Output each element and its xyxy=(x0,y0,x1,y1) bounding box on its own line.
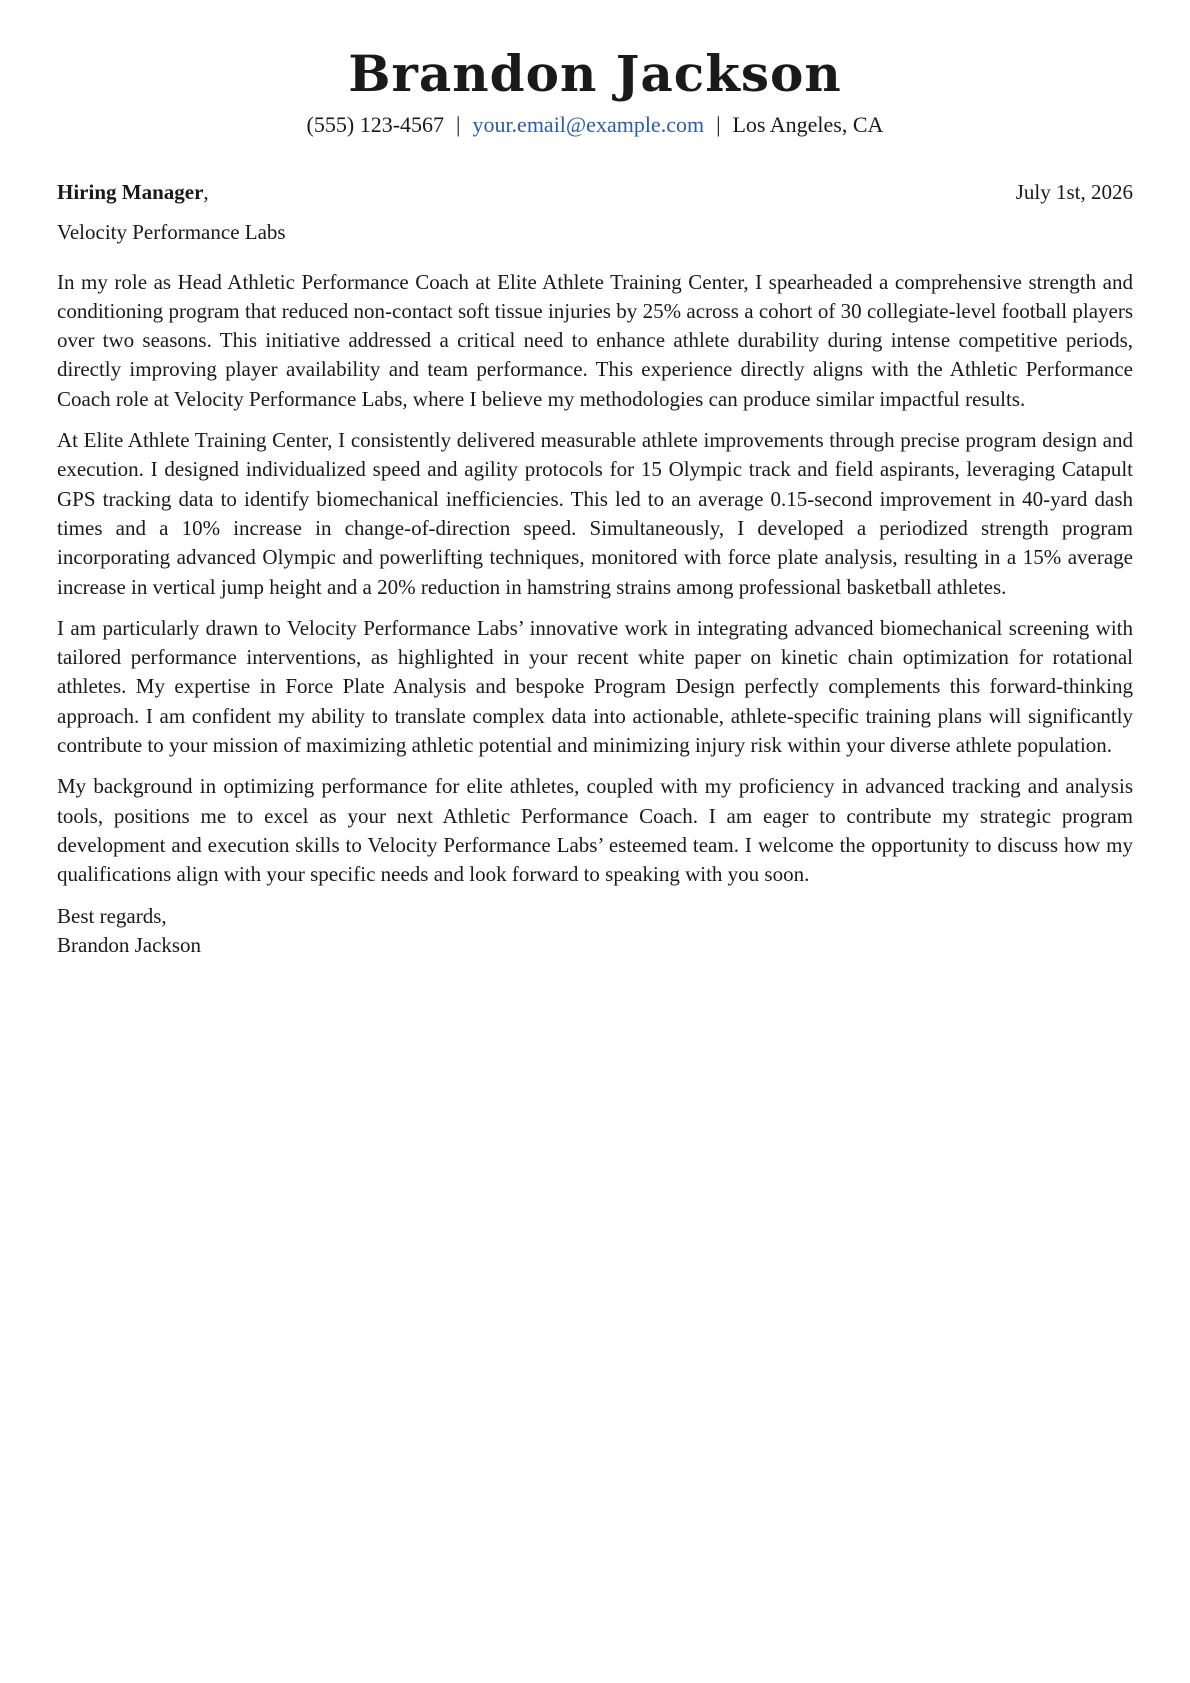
closing-salutation: Best regards, xyxy=(57,903,167,928)
letter-closing xyxy=(57,902,1133,961)
body-paragraph: At Elite Athlete Training Center, I consistently delivered measurable athlete improvements through precise program design and execution. I designed individualized speed and agility protocols for 15 Olympic track and field aspirants, leveraging Catapult GPS tracking data to identify biomechanical inefficiencies. This led to an average 0.15-second improvement in 40-yard dash times and a 10% increase in change-of-direction speed. Simultaneously, I developed a periodized strength program incorporating advanced Olympic and powerlifting techniques, monitored with force plate analysis, resulting in a 15% average increase in vertical jump height and a 20% reduction in hamstring strains among professional basketball athletes. xyxy=(57,428,1133,599)
recipient-date-row xyxy=(57,178,1133,207)
recipient-company: Velocity Performance Labs xyxy=(57,220,286,245)
phone-number: (555) 123-4567 xyxy=(306,112,445,137)
body-paragraph: I am particularly drawn to Velocity Performance Labs’ innovative work in integrating advanced biomechanical screening with tailored performance interventions, as highlighted in your recent white paper on kinetic chain optimization for rotational athletes. My expertise in Force Plate Analysis and bespoke Program Design perfectly complements this forward-thinking approach. I am confident my ability to translate complex data into actionable, athlete-specific training plans will significantly contribute to your mission of maximizing athletic potential and minimizing injury risk within your diverse athlete population. xyxy=(57,615,1133,758)
recipient-name-comma: , xyxy=(203,180,209,204)
location-text: Los Angeles, CA xyxy=(732,112,884,137)
contact-separator: | xyxy=(456,112,461,137)
body-paragraph: My background in optimizing performance for elite athletes, coupled with my proficiency in advanced tracking and analysis tools, positions me to excel as your next Athletic Performance Coach. I am eager to contribute my strategic program development and execution skills to Velocity Performance Labs’ esteemed team. I welcome the opportunity to discuss how my qualifications align with your specific needs and look forward to speaking with you soon. xyxy=(57,774,1133,887)
applicant-name: Brandon Jackson xyxy=(348,44,842,103)
contact-separator: | xyxy=(716,112,721,137)
letter-date: July 1st, 2026 xyxy=(1015,180,1133,204)
letter-body xyxy=(57,268,1133,890)
email-link[interactable]: your.email@example.com xyxy=(472,112,705,137)
recipient-line xyxy=(57,178,209,207)
body-paragraph: In my role as Head Athletic Performance Coach at Elite Athlete Training Center, I spearheaded a comprehensive strength and conditioning program that reduced non-contact soft tissue injuries by 25% across a cohort of 30 collegiate-level football players over two seasons. This initiative addressed a critical need to enhance athlete durability during intense competitive periods, directly improving player availability and team performance. This experience directly aligns with the Athletic Performance Coach role at Velocity Performance Labs, where I believe my methodologies can produce similar impactful results. xyxy=(57,269,1133,411)
letter-content xyxy=(57,178,1133,960)
recipient-name: Hiring Manager xyxy=(57,180,204,204)
closing-signature: Brandon Jackson xyxy=(57,932,202,957)
letter-header xyxy=(0,40,1190,140)
contact-line xyxy=(0,110,1190,140)
